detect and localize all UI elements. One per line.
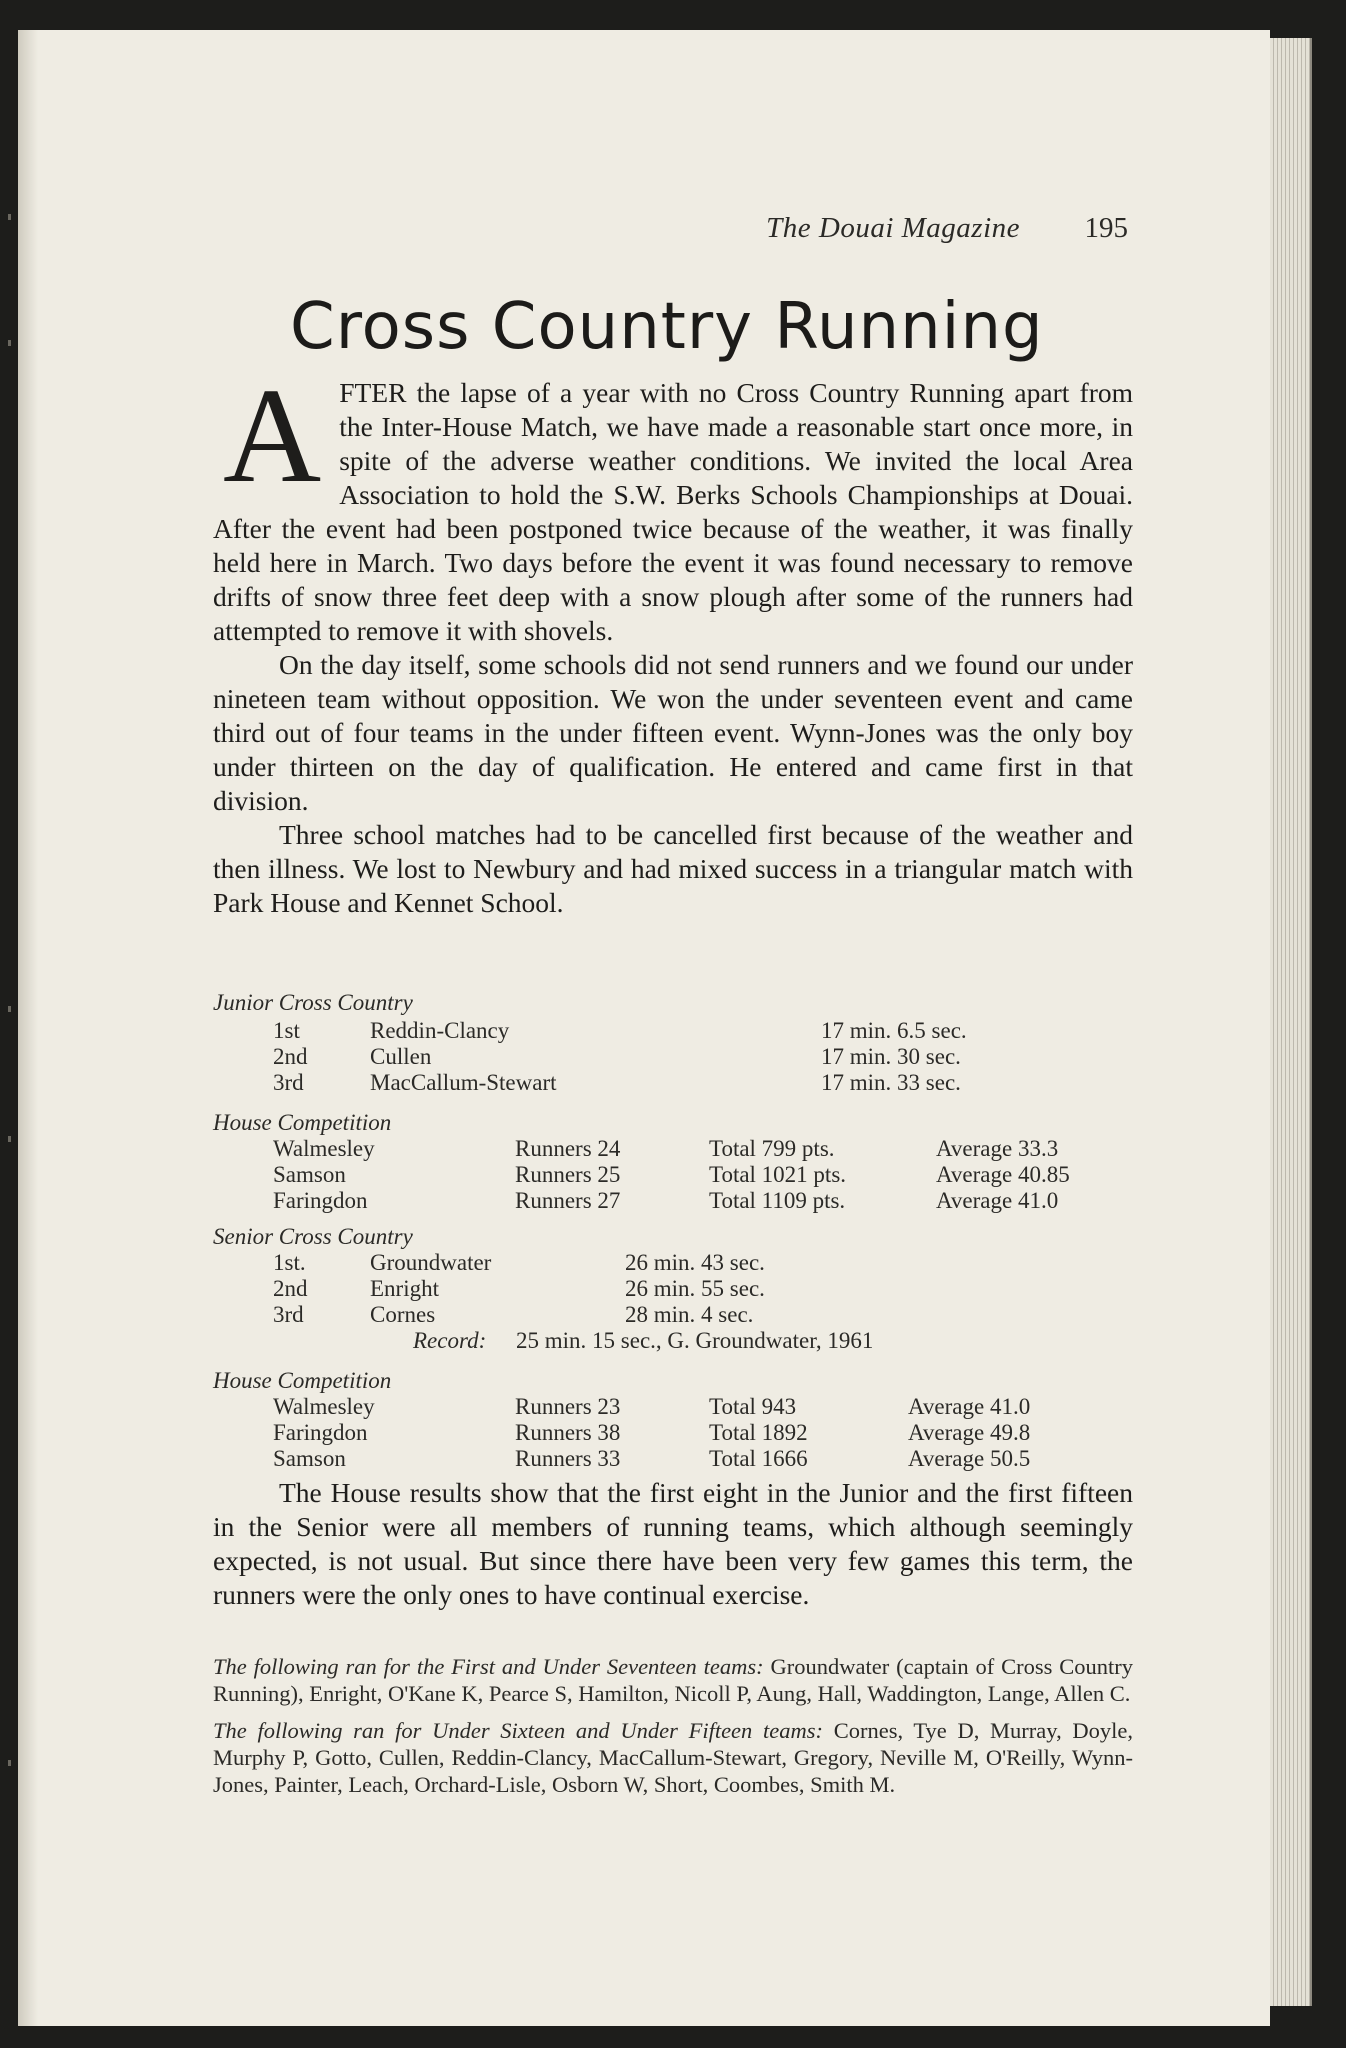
- time: 28 min. 4 sec.: [625, 1302, 754, 1327]
- running-title: The Douai Magazine: [766, 212, 1020, 244]
- house-name: Faringdon: [273, 1188, 368, 1213]
- time: 17 min. 30 sec.: [821, 1044, 961, 1069]
- record-label: Record:: [413, 1328, 487, 1353]
- runner-name: Enright: [370, 1276, 439, 1301]
- total: Total 943: [709, 1394, 797, 1419]
- article-body: [213, 361, 1133, 920]
- paragraph-4: The House results show that the first eight in the Junior and the first fifteen in the Senior were all members of running teams, which although seemingly expected, is not usual. But since there have been very few games this term, the runners were the only ones to have continual exercise.: [213, 1477, 1133, 1610]
- senior-house-heading: House Competition: [213, 1368, 392, 1393]
- paragraph-1-text: FTER the lapse of a year with no Cross Country Running apart from the Inter-House Match, we have made a reasonable start once more, in spite of the adverse weather conditions. We invited the local Area Association to hold the S.W. Berks Schools Championships at Douai. After the event had been postponed twice because of the weather, it was finally held here in March. Two days before the event it was found necessary to remove drifts of snow three feet deep with a snow plough after some of the runners had attempted to remove it with shovels.: [213, 377, 1133, 646]
- house-name: Samson: [273, 1446, 346, 1471]
- runners: Runners 33: [515, 1446, 621, 1471]
- senior-heading: Senior Cross Country: [213, 1224, 413, 1249]
- paragraph-2: On the day itself, some schools did not send runners and we found our under nineteen team without opposition. We won the under seventeen event and came third out of four teams in the under fifteen event. Wynn-Jones was the only boy under thirteen on the day of qualification. He entered and came first in that division.: [213, 649, 1133, 816]
- total: Total 1021 pts.: [709, 1162, 847, 1187]
- junior-result-row: [213, 1070, 1133, 1098]
- junior-result-row: [213, 1018, 1133, 1046]
- paragraph-3: Three school matches had to be cancelled first because of the weather and then illness. We lost to Newbury and had mixed success in a triangular match with Park House and Kennet School.: [213, 819, 1133, 918]
- time: 17 min. 33 sec.: [821, 1070, 961, 1095]
- senior-house-row: [213, 1394, 1133, 1422]
- runner-name: Groundwater: [370, 1250, 492, 1275]
- margin-mark: [8, 1136, 11, 1142]
- time: 17 min. 6.5 sec.: [821, 1018, 967, 1043]
- house-name: Walmesley: [273, 1394, 375, 1419]
- house-name: Samson: [273, 1162, 346, 1187]
- average: Average 40.85: [936, 1162, 1070, 1187]
- runners: Runners 38: [515, 1420, 621, 1445]
- total: Total 1666: [709, 1446, 808, 1471]
- senior-result-row: [213, 1250, 1133, 1278]
- runner-name: Cornes: [370, 1302, 436, 1327]
- place: 2nd: [273, 1044, 308, 1069]
- average: Average 33.3: [936, 1136, 1059, 1161]
- runner-name: Reddin-Clancy: [370, 1018, 510, 1043]
- runner-name: Cullen: [370, 1044, 432, 1069]
- place: 2nd: [273, 1276, 308, 1301]
- article-title: Cross Country Running: [290, 290, 1044, 364]
- senior-result-row: [213, 1302, 1133, 1330]
- record-text: 25 min. 15 sec., G. Groundwater, 1961: [516, 1328, 874, 1353]
- senior-record-row: [213, 1328, 1133, 1356]
- paragraph-1: [213, 361, 1133, 648]
- junior-team-names: Cornes, Tye D, Murray, Doyle, Murphy P, Gotto, Cullen, Reddin-Clancy, MacCallum-Stewart, Gregory, Neville M, O'Reilly, Wynn-Jones, Painter, Leach, Orchard-Lisle, Osborn W, Short, Coombes, Smith M.: [213, 1718, 1134, 1797]
- margin-mark: [8, 214, 11, 220]
- junior-house-heading: House Competition: [213, 1110, 392, 1135]
- junior-house-row: [213, 1162, 1133, 1190]
- house-name: Walmesley: [273, 1136, 375, 1161]
- runners: Runners 27: [515, 1188, 621, 1213]
- average: Average 41.0: [936, 1188, 1059, 1213]
- time: 26 min. 55 sec.: [625, 1276, 765, 1301]
- runners: Runners 23: [515, 1394, 621, 1419]
- place: 3rd: [273, 1070, 304, 1095]
- junior-house-row: [213, 1136, 1133, 1164]
- place: 1st: [273, 1018, 300, 1043]
- average: Average 50.5: [908, 1446, 1031, 1471]
- runners: Runners 25: [515, 1162, 621, 1187]
- team-lists: [213, 1653, 1133, 1808]
- running-header: [700, 212, 1130, 252]
- total: Total 1892: [709, 1420, 808, 1445]
- average: Average 49.8: [908, 1420, 1031, 1445]
- margin-mark: [8, 1760, 11, 1766]
- margin-mark: [8, 1006, 11, 1012]
- house-name: Faringdon: [273, 1420, 368, 1445]
- senior-house-row: [213, 1446, 1133, 1474]
- junior-result-row: [213, 1044, 1133, 1072]
- page-edges: [1270, 38, 1312, 2006]
- junior-team-list: [213, 1717, 1133, 1798]
- margin-mark: [8, 340, 11, 346]
- first-team-label: The following ran for the First and Under Seventeen teams:: [213, 1654, 764, 1679]
- first-team-names: Groundwater (captain of Cross Country Running), Enright, O'Kane K, Pearce S, Hamilton, Nicoll P, Aung, Hall, Waddington, Lange, Allen C.: [213, 1654, 1134, 1706]
- junior-heading: Junior Cross Country: [213, 990, 413, 1015]
- senior-result-row: [213, 1276, 1133, 1304]
- senior-house-row: [213, 1420, 1133, 1448]
- place: 3rd: [273, 1302, 304, 1327]
- junior-team-label: The following ran for Under Sixteen and Under Fifteen teams:: [213, 1718, 823, 1743]
- runner-name: MacCallum-Stewart: [370, 1070, 557, 1095]
- junior-house-row: [213, 1188, 1133, 1216]
- total: Total 799 pts.: [709, 1136, 835, 1161]
- closing-paragraph: [213, 1476, 1133, 1612]
- first-team-list: [213, 1653, 1133, 1707]
- drop-cap: A: [223, 361, 322, 511]
- total: Total 1109 pts.: [709, 1188, 846, 1213]
- place: 1st.: [273, 1250, 306, 1275]
- runners: Runners 24: [515, 1136, 621, 1161]
- average: Average 41.0: [908, 1394, 1031, 1419]
- time: 26 min. 43 sec.: [625, 1250, 765, 1275]
- page-number: 195: [1084, 212, 1128, 244]
